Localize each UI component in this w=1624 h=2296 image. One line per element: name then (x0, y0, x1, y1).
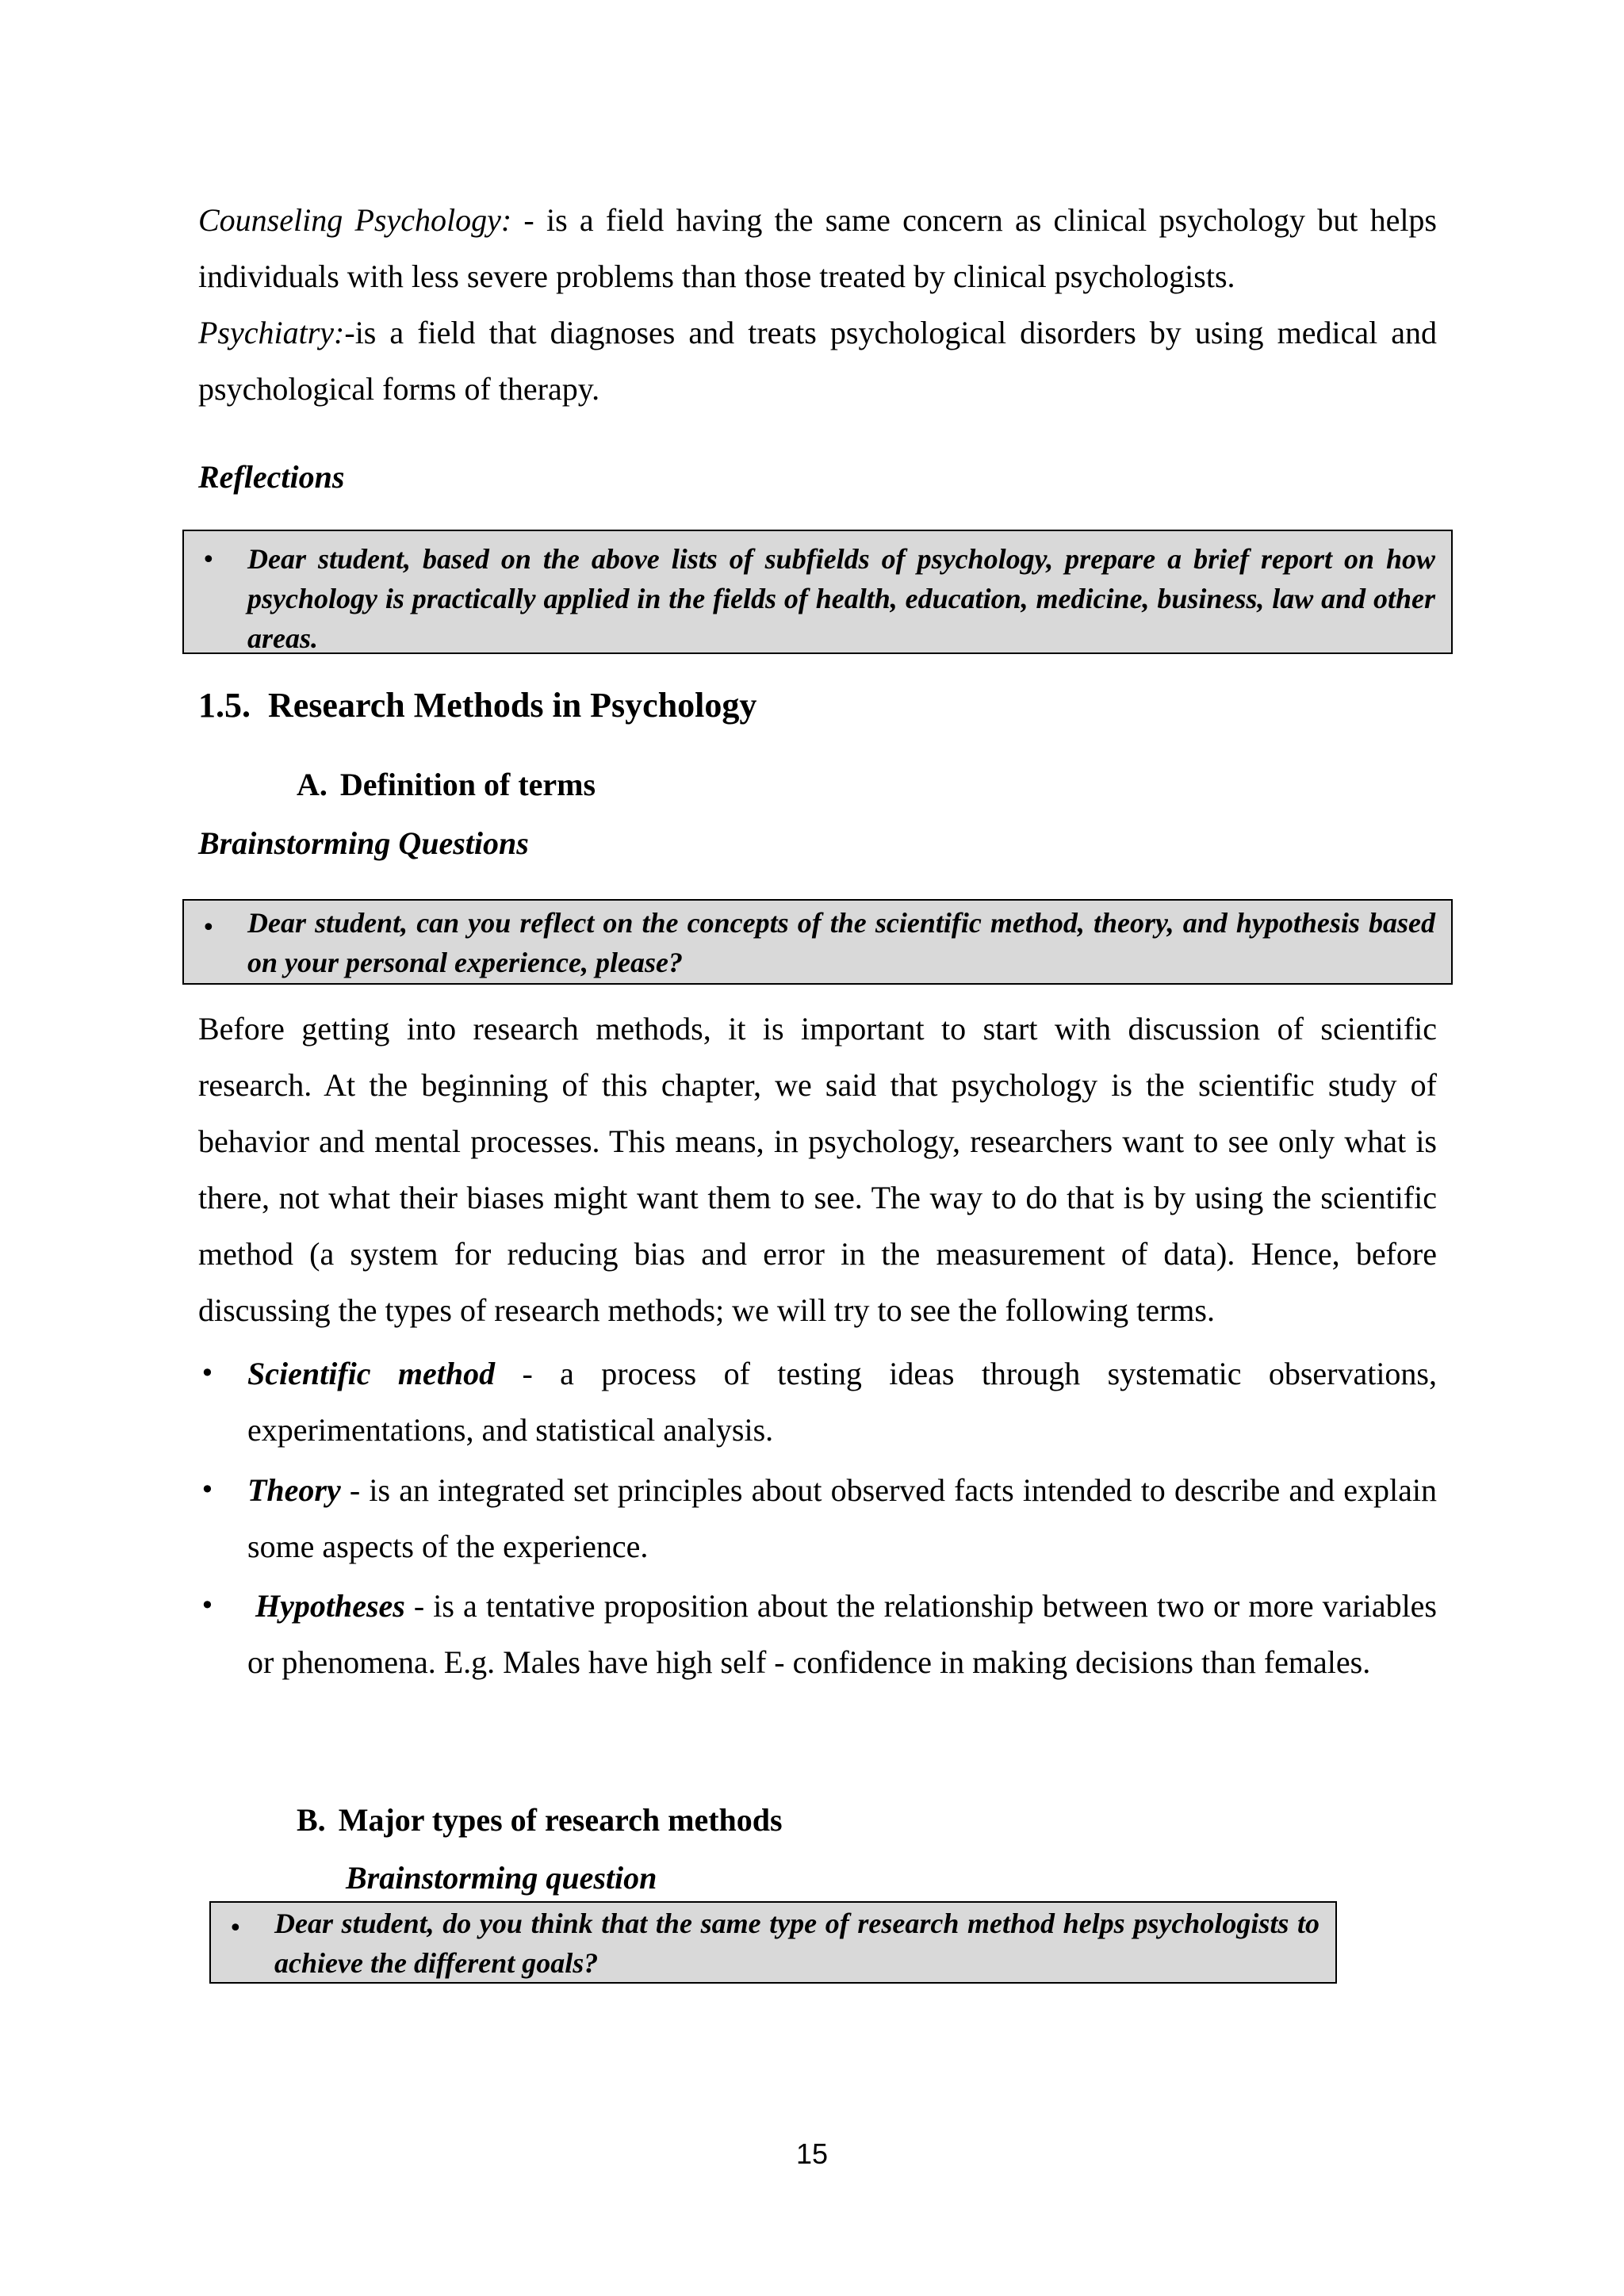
definition-term: Scientific method (247, 1356, 496, 1391)
definition-item (200, 1462, 1437, 1575)
brainstorm-a-text: Dear student, can you reflect on the concepts of the scientific method, theory, and hypothesis based on your personal experience, please? (247, 907, 1435, 978)
section-heading (198, 685, 756, 725)
page-number: 15 (795, 2137, 829, 2170)
brainstorm-b-text: Dear student, do you think that the same type of research method helps psychologists to achieve the different goals? (274, 1908, 1320, 1979)
subheading-b-letter: B. (297, 1802, 326, 1838)
subheading-a-letter: A. (297, 767, 327, 802)
brainstorm-box-a (182, 899, 1453, 985)
intro-paragraph: Before getting into research methods, it is important to start with discussion of scientific research. At the beginning of this chapter, we said that psychology is the scientific study of behavior and mental processes. This means, in psychology, researchers want to see only what is there, not what their biases might want them to see. The way to do that is by using the scientific method (a system for reducing bias and error in the measurement of data). Hence, before discussing the types of research methods; we will try to see the following terms. (198, 1011, 1437, 1328)
counseling-paragraph (198, 192, 1437, 304)
subheading-b (297, 1801, 783, 1839)
psychiatry-text: -is a field that diagnoses and treats psychological disorders by using medical and psychological forms of therapy. (198, 315, 1437, 407)
brainstorm-box-b (209, 1901, 1337, 1984)
reflection-bullet: • (201, 546, 216, 574)
brainstorm-b-bullet: • (228, 1915, 243, 1942)
reflection-text: Dear student, based on the above lists of subfields of psychology, prepare a brief report on how psychology is practically applied in the fields of health, education, medicine, business, law and other areas. (247, 543, 1435, 654)
definition-text: - is a tentative proposition about the relationship between two or more variables or phenomena. E.g. Males have high self - confidence in making decisions than females. (247, 1588, 1437, 1680)
subheading-b-title: Major types of research methods (338, 1802, 783, 1838)
psychiatry-paragraph (198, 304, 1437, 417)
definition-item (200, 1345, 1438, 1458)
subheading-a-title: Definition of terms (339, 767, 596, 802)
definition-term: Theory (247, 1472, 341, 1508)
brainstorm-a-bullet: • (201, 914, 216, 942)
section-number: 1.5. (198, 686, 251, 725)
definition-text: - is an integrated set principles about observed facts intended to describe and explain some aspects of the experience. (247, 1472, 1437, 1564)
definition-bullet: • (200, 1590, 215, 1621)
psychiatry-term: Psychiatry: (198, 315, 345, 350)
definition-text: - a process of testing ideas through systematic observations, experimentations, and statistical analysis. (247, 1356, 1438, 1448)
definition-item (200, 1578, 1437, 1690)
definition-bullet: • (200, 1475, 215, 1505)
reflections-heading: Reflections (198, 459, 345, 495)
counseling-text: - is a field having the same concern as clinical psychology but helps individuals with less severe problems than those treated by clinical psychologists. (198, 202, 1437, 294)
counseling-term: Counseling Psychology: (198, 202, 512, 238)
brainstorming-question-heading: Brainstorming question (346, 1860, 657, 1896)
subheading-a (297, 766, 596, 803)
reflection-box (182, 530, 1453, 654)
definition-bullet: • (200, 1358, 215, 1388)
definition-term: Hypotheses (255, 1588, 405, 1624)
section-title: Research Methods in Psychology (268, 686, 757, 725)
brainstorming-questions-heading: Brainstorming Questions (198, 825, 529, 861)
